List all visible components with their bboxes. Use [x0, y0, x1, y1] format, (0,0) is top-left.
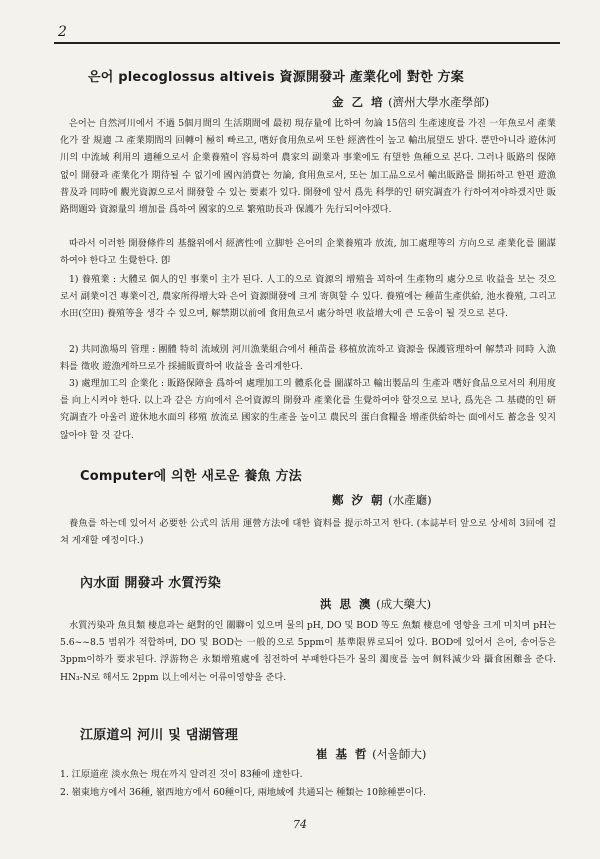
article2-title-prefix: Computer: [80, 469, 154, 484]
article1-point-3: 3) 處理加工의 企業化 : 販路保障을 爲하여 處理加工의 體系化를 圖謀하고 輸出製品의 生產과 嗜好食品으로서의 利用度를 向上시켜야 한다. 以上과 같은 方向에서 은어資源의 開發과 產業化를 生覺하여야 할것으로 보나, 爲先은 그 基礎的인 研究調査가 아울러 遊休地水面의 移殖 放流로 國家的生產을 높이고 農民의 蛋白食糧을 增產供給하는 面에서도 蓄念을 잊지 않아야 할 것 같다.: [60, 378, 556, 441]
article3-title: 內水面 開發과 水質汚染: [80, 576, 222, 591]
list-item: 1. 江原道産 淡水魚는 現在까지 알려진 것이 83種에 達한다.: [60, 769, 303, 780]
article3-author-affil: (成大藥大): [376, 597, 432, 611]
article1-author-name: 金 乙 培: [332, 95, 385, 109]
article3-author: [320, 596, 431, 612]
page-number-bottom: 74: [293, 818, 307, 831]
article2-author-name: 鄭 汐 朝: [332, 493, 385, 507]
article3-author-name: 洪 思 澳: [320, 597, 373, 611]
article1-point-2: 2) 共同漁場의 管理 : 團體 特히 流域別 河川漁業組合에서 種苗를 移植放流하고 資源을 保護管理하여 解禁과 同時 入漁料를 徵收 遊漁케하므로가 採捕販賣하여 收益을 올리게한다.: [60, 344, 556, 373]
article1-title-suffix: 資源開發과 產業化에 對한 方案: [279, 70, 464, 85]
article2-title: [80, 465, 302, 484]
article2-author: [332, 492, 432, 508]
article1-title-prefix: 은어: [88, 70, 114, 85]
article4-title: 江原道의 河川 및 댐湖管理: [80, 728, 239, 743]
article4-author-affil: (서울師大): [372, 747, 427, 761]
list-item: 2. 嶺東地方에서 36種, 嶺西地方에서 60種이다, 兩地域에 共通되는 種類는 10餘種뿐이다.: [60, 787, 426, 798]
header-rule: [54, 42, 560, 44]
article1-point-1: 1) 養殖業 : 大體로 個人的인 事業이 主가 된다. 人工的으로 資源의 增殖을 꾀하여 生產物의 處分으로 收益을 보는 것으로서 副業이건 專業이건, 農家所得增大와 은어 資源開發에 크게 寄與할 수 있다. 養殖에는 種苗生產供給, 池水養殖, 그리고 水田(空田) 養殖等을 생각 수 있으며, 解禁期以前에 食用魚로서 處分하면 收益增大에 큰 도움이 될 것으로 본다.: [60, 274, 556, 320]
article1-author: [332, 94, 489, 110]
article1-paragraph-2: 따라서 이러한 開發條件의 基盤위에서 經濟性에 立脚한 은어의 企業養殖과 放流, 加工處理等의 方向으로 產業化를 圖謀하여야 한다고 生覺한다. 卽: [60, 238, 556, 267]
article4-author: [316, 746, 426, 762]
article2-title-suffix: 에 의한 새로운 養魚 方法: [153, 469, 302, 484]
page-number-top: 2: [58, 24, 67, 40]
article1-title-latin: plecoglossus altiveis: [118, 70, 275, 85]
article4-list: [60, 766, 556, 802]
article1-author-affil: (濟州大學水產學部): [388, 95, 490, 109]
article3-paragraph: 水質汚染과 魚貝類 棲息과는 絕對的인 關聯이 있으며 물의 pH, DO 및 BOD 等도 魚類 棲息에 영향을 크게 미치며 pH는 5.6~~8.5 범위가 적합하며, DO 및 BOD는 一般的으로 5ppm이 基準限界로되어 있다. BOD에 있어서 은어, 송어등은 3ppm이하가 要求된다. 浮游物은 永類增殖處에 침전하여 부패한다든가 물의 濁度를 높여 飼料減少와 攝食困難을 준다. HN₃-N로 해서도 2ppm 以上에서는 어류이영향을 준다.: [60, 620, 556, 683]
article2-author-affil: (水產廳): [388, 493, 432, 507]
article4-author-name: 崔 基 哲: [316, 747, 369, 761]
article1-title: [88, 66, 464, 85]
article1-paragraph-1: 은어는 自然河川에서 不過 5個月間의 生活期間에 最初 現存量에 比하여 勿論 15倍의 生產速度를 가진 一年魚로서 產業化가 잘 規適 그 產業期間의 回轉이 極히 빠르고, 嗜好食用魚로써 또한 經濟性이 높고 輸出展望도 밝다. 뿐만아니라 遊休河川의 中流域 利用의 適種으로서 企業養殖이 容易하여 農家의 副業과 事業에도 有望한 魚種으로 본다. 그러나 販路의 保障없이 開發과 產業化가 期待될 수 없기에 國內消費는 勿論, 食用魚로서, 또는 加工品으로서 輸出販路를 開拓하고 한편 遊漁普及과 同時에 觀光資源으로서 開發할 수 있는 要素가 있다. 開發에 앞서 爲先 科學的인 研究調査가 行하여져야하겠지만 販路問題와 資源量의 增加를 爲하여 國家的으로 繁殖助長과 保護가 先行되어야겠다.: [60, 118, 556, 216]
article2-paragraph: 養魚를 하는데 있어서 必要한 公式의 活用 運營方法에 대한 資料를 提示하고저 한다. (本誌부터 앞으로 상세히 3回에 걸쳐 게재할 예정이다.): [60, 518, 556, 547]
